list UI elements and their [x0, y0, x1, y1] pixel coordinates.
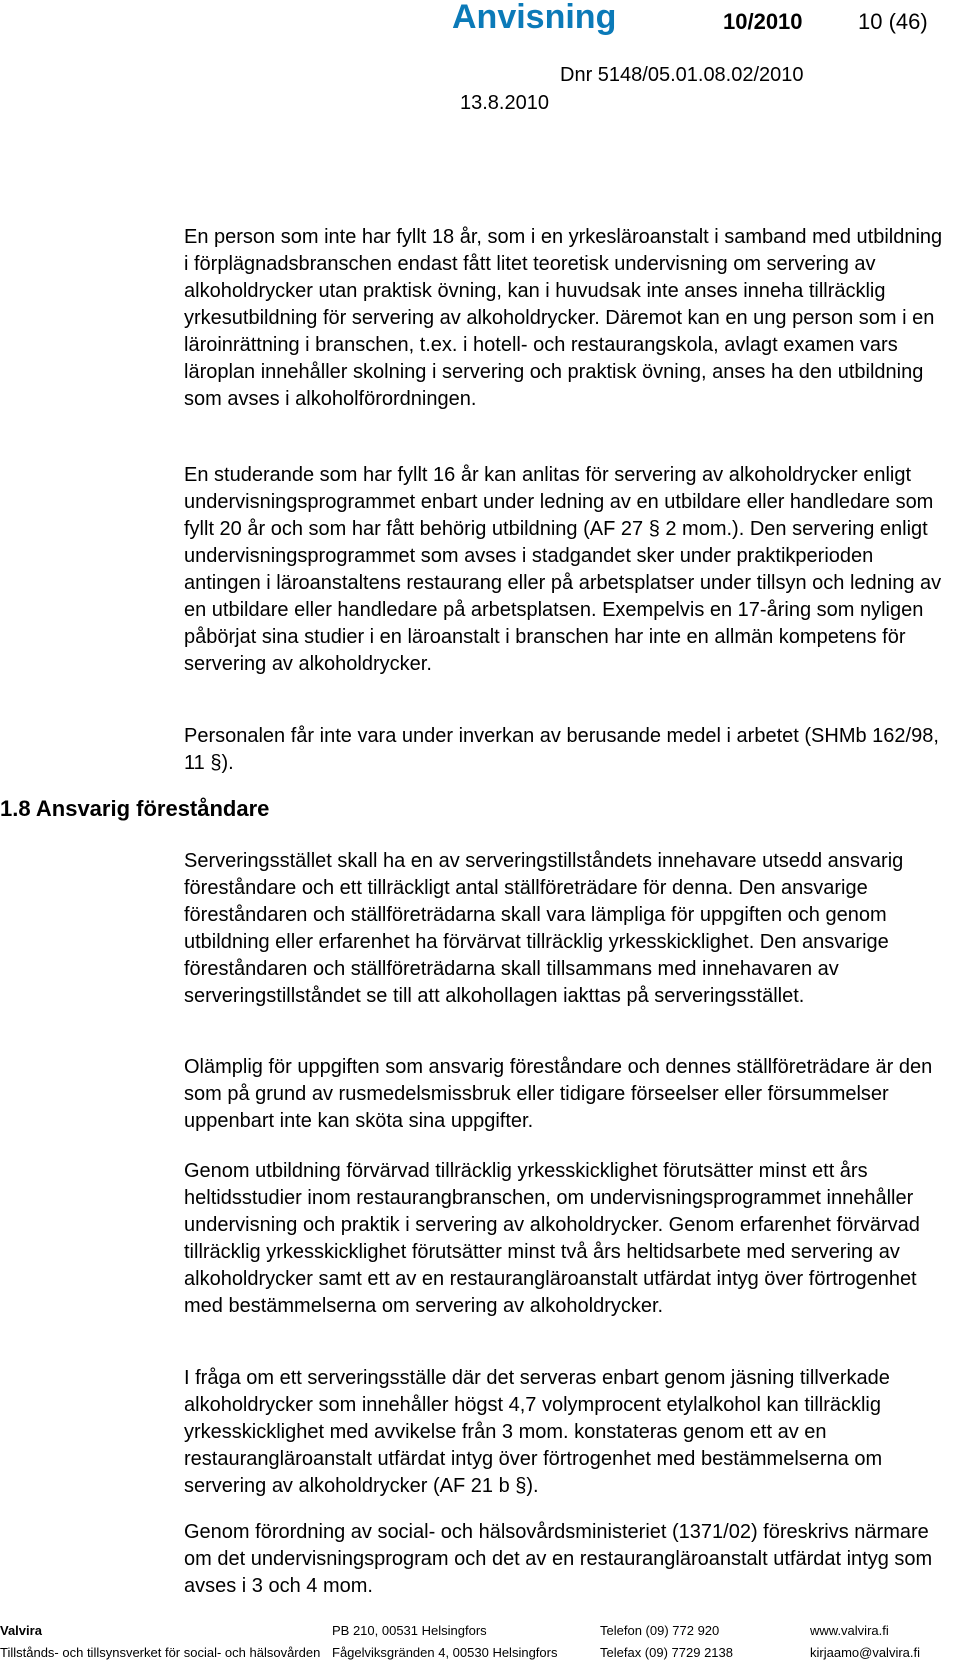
page-footer [0, 1620, 960, 1667]
paragraph-5 [184, 1054, 944, 1135]
document-type-title: Anvisning [452, 0, 617, 36]
paragraph-8 [184, 1519, 944, 1600]
paragraph-6 [184, 1158, 944, 1320]
paragraph-text: Genom förordning av social- och hälsovårdsministeriet (1371/02) föreskrivs närmare om det undervisningsprogram och det av en restaurangläroanstalt utfärdat intyg som avses i 3 och 4 mom. [184, 1521, 933, 1597]
paragraph-text: I fråga om ett serveringsställe där det serveras enbart genom jäsning tillverkade alkoholdrycker som innehåller högst 4,7 volymprocent etylalkohol kan tillräcklig yrkesskicklighet med avvikelse från 3 mom. konstateras genom ett av en restaurangläroanstalt utfärdat intyg över förtrogenhet med bestämmelserna om servering av alkoholdrycker (AF 21 b §). [184, 1367, 890, 1497]
paragraph-text: Personalen får inte vara under inverkan av berusande medel i arbetet (SHMb 162/98, 11 §). [184, 725, 939, 774]
footer-org-name: Valvira [0, 1623, 42, 1638]
paragraph-text: En studerande som har fyllt 16 år kan anlitas för servering av alkoholdrycker enligt undervisningsprogrammet enbart under ledning av en utbildare eller handledare som fyllt 20 år och som har fått behörig utbildning (AF 27 § 2 mom.). Den servering enligt undervisningsprogrammet som avses i stadgandet sker under praktikperioden antingen i läroanstaltens restaurang eller på arbetsplatser under tillsyn och ledning av en utbildare eller handledare på arbetsplatsen. Exempelvis en 17-åring som nyligen påbörjat sina studier i en läroanstalt i branschen har inte en allmän kompetens för servering av alkoholdrycker. [184, 464, 942, 675]
footer-phone: Telefon (09) 772 920 [600, 1623, 720, 1638]
paragraph-text: Genom utbildning förvärvad tillräcklig yrkesskicklighet förutsätter minst ett års heltidsstudier inom restaurangbranschen, om undervisningsprogrammet innehåller undervisning och praktik i servering av alkoholdrycker. Genom erfarenhet förvärvad tillräcklig yrkesskicklighet förutsätter minst två års heltidsarbete med servering av alkoholdrycker samt ett av en restaurangläroanstalt utfärdat intyg över förtrogenhet med bestämmelserna om servering av alkoholdrycker. [184, 1160, 920, 1317]
footer-org-fullname: Tillstånds- och tillsynsverket för social- och hälsovården [0, 1645, 321, 1660]
document-date: 13.8.2010 [460, 92, 549, 114]
footer-po-box: PB 210, 00531 Helsingfors [332, 1623, 487, 1638]
section-heading: 1.8 Ansvarig föreståndare [0, 796, 270, 821]
document-number: 10/2010 [723, 9, 803, 34]
paragraph-text: Serveringsstället skall ha en av serveringstillståndets innehavare utsedd ansvarig föreståndare och ett tillräckligt antal ställföreträdare för denna. Den ansvarige föreståndaren och ställföreträdarna skall vara lämpliga för uppgiften och genom utbildning eller erfarenhet ha förvärvat tillräcklig yrkesskicklighet. Den ansvarige föreståndaren och ställföreträdarna skall tillsammans med innehavaren av serveringstillståndet se till att alkohollagen iakttas på serveringsstället. [184, 850, 904, 1007]
page-number: 10 (46) [858, 9, 928, 34]
footer-street-address: Fågelviksgränden 4, 00530 Helsingfors [332, 1645, 558, 1660]
registration-number: Dnr 5148/05.01.08.02/2010 [560, 64, 804, 86]
footer-fax: Telefax (09) 7729 2138 [600, 1645, 733, 1660]
paragraph-1 [184, 224, 944, 413]
paragraph-3 [184, 723, 944, 777]
footer-email-link[interactable]: kirjaamo@valvira.fi [810, 1645, 920, 1660]
paragraph-text: Olämplig för uppgiften som ansvarig föreståndare och dennes ställföreträdare är den som på grund av rusmedelsmissbruk eller tidigare förseelser eller försummelser uppenbart inte kan sköta sina uppgifter. [184, 1056, 933, 1132]
paragraph-4 [184, 848, 944, 1010]
paragraph-text: En person som inte har fyllt 18 år, som i en yrkesläroanstalt i samband med utbildning i förplägnadsbranschen endast fått litet teoretisk undervisning om servering av alkoholdrycker utan praktisk övning, kan i huvudsak inte anses inneha tillräcklig yrkesutbildning för servering av alkoholdrycker. Däremot kan en ung person som i en läroinrättning i branschen, t.ex. i hotell- och restaurangskola, avlagt examen vars läroplan innehåller skolning i servering och praktisk övning, anses ha den utbildning som avses i alkoholförordningen. [184, 226, 943, 410]
paragraph-7 [184, 1365, 944, 1500]
paragraph-2 [184, 462, 944, 678]
footer-website-link[interactable]: www.valvira.fi [810, 1623, 889, 1638]
